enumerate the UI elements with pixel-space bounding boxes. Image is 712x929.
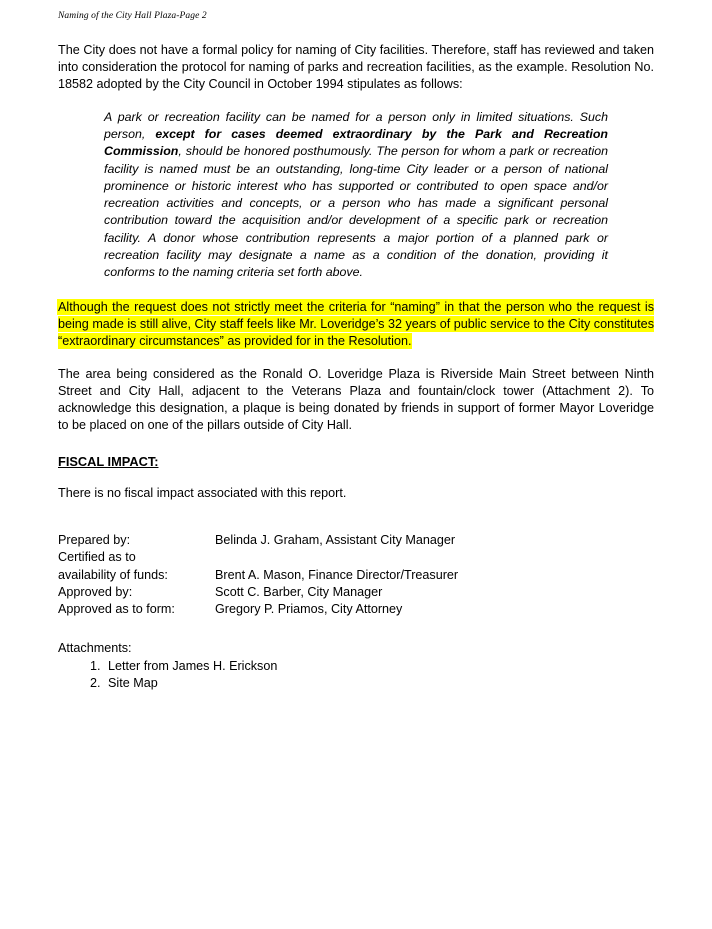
quote-part-1: A park or recreation facility can be named for a person only in limited situations. Such person, (104, 109, 608, 141)
table-row (58, 601, 458, 618)
attachments-heading: Attachments: (58, 640, 132, 655)
table-row (58, 532, 458, 549)
approval-value: Belinda J. Graham, Assistant City Manager (215, 532, 456, 547)
paragraph-policy-intro: The City does not have a formal policy for naming of City facilities. Therefore, staff has reviewed and taken into consideration the protocol for naming of parks and recreation facilities, as the example. Resolution No. 18582 adopted by the City Council in October 1994 stipulates as follows: (58, 43, 654, 92)
approval-label: Approved by: (58, 585, 133, 600)
approval-label: Approved as to form: (58, 602, 175, 617)
table-row (58, 549, 458, 566)
paragraph-plaza-location: The area being considered as the Ronald O. Loveridge Plaza is Riverside Main Street between Ninth Street and City Hall, adjacent to the Veterans Plaza and fountain/clock tower (Attachment 2). To acknowledge this designation, a plaque is being donated by friends in support of former Mayor Loveridge to be placed on one of the pillars outside of City Hall. (58, 366, 654, 433)
approval-label: availability of funds: (58, 567, 168, 582)
table-row (58, 584, 458, 601)
running-header: Naming of the City Hall Plaza-Page 2 (58, 11, 207, 21)
approval-label: Certified as to (58, 550, 136, 565)
approval-value (215, 549, 458, 566)
fiscal-impact-heading: FISCAL IMPACT: (58, 453, 159, 469)
fiscal-impact-text: There is no fiscal impact associated with this report. (58, 485, 347, 500)
attachments-section (58, 640, 654, 693)
quote-part-2: , should be honored posthumously. The person for whom a park or recreation facility is named must be an outstanding, long-time City leader or a person of national prominence or historic interest who has supported or contributed to open space and/or recreation activities and concepts, or a person who has made a significant personal contribution toward the acquisition and/or development of a specific park or recreation facility. A donor whose contribution represents a major portion of a planned park or recreation facility may designate a name as a condition of the donation, providing it conforms to the naming criteria set forth above. (104, 144, 608, 280)
table-row (58, 567, 458, 584)
approvals-table (58, 532, 458, 619)
approval-value: Brent A. Mason, Finance Director/Treasurer (215, 567, 459, 582)
highlighted-paragraph-block (58, 299, 654, 351)
fiscal-impact-section (58, 450, 654, 502)
quote-bold-clause: except for cases deemed extraordinary by the Park and Recreation Commission (104, 126, 608, 159)
list-item: 2. Site Map (104, 675, 654, 693)
attachments-list (58, 658, 654, 693)
highlighted-paragraph: Although the request does not strictly meet the criteria for “naming” in that the person who the request is being made is still alive, City staff feels like Mr. Loveridge’s 32 years of public service to the City constitutes “extraordinary circumstances” as provided for in the Resolution. (58, 299, 654, 349)
approval-value: Scott C. Barber, City Manager (215, 585, 383, 600)
approval-value: Gregory P. Priamos, City Attorney (215, 602, 403, 617)
list-item: 1. Letter from James H. Erickson (104, 658, 654, 676)
resolution-quote-text (104, 109, 608, 282)
approval-label: Prepared by: (58, 532, 131, 547)
document-body (58, 42, 654, 693)
resolution-quote (58, 109, 608, 282)
